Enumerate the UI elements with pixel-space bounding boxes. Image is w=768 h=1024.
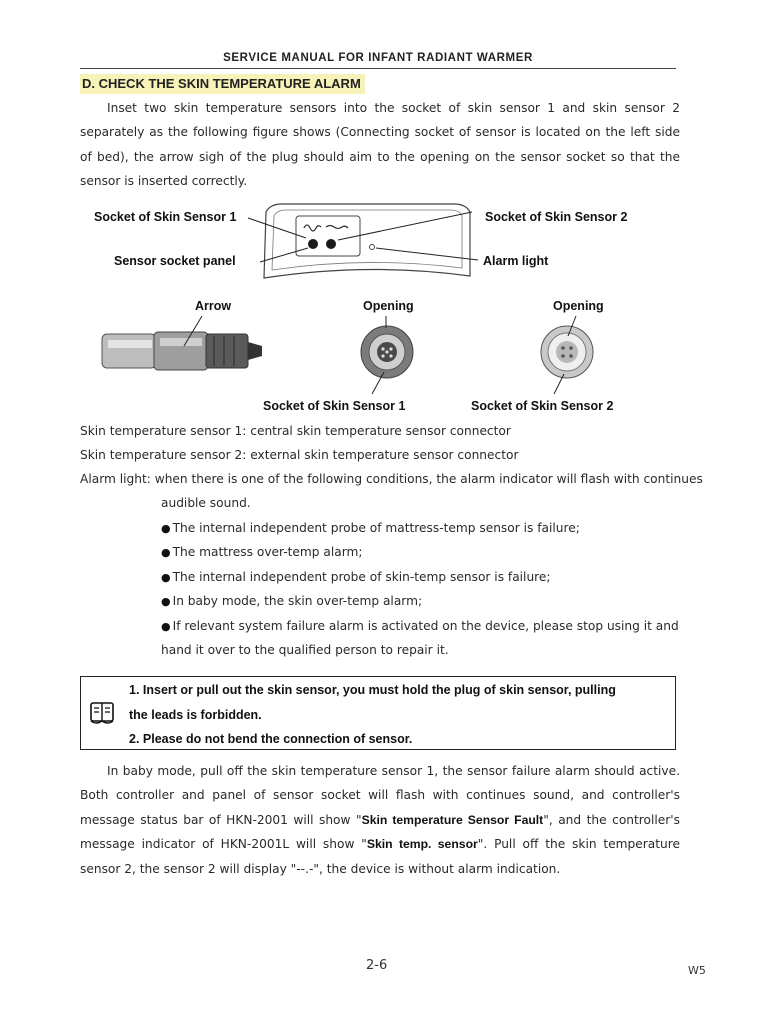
condition-item: ● In baby mode, the skin over-temp alarm; (161, 594, 422, 608)
label-socket-skin-sensor-2: Socket of Skin Sensor 2 (485, 210, 628, 224)
page-number: 2-6 (366, 958, 388, 973)
label-sensor-socket-panel: Sensor socket panel (114, 254, 236, 268)
label-socket-skin-sensor-1: Socket of Skin Sensor 1 (94, 210, 237, 224)
alarm-light-description: Alarm light: when there is one of the following conditions, the alarm indicator will flash with continues (80, 472, 703, 486)
socket-2-face-image (541, 326, 593, 378)
corner-code: W5 (688, 964, 706, 977)
note-line-2: the leads is forbidden. (129, 708, 262, 722)
label-socket-skin-sensor-1-bottom: Socket of Skin Sensor 1 (263, 399, 406, 413)
socket-1-dot (308, 239, 318, 249)
message-skin-temperature-sensor-fault: Skin temperature Sensor Fault (361, 812, 544, 827)
header-rule (80, 68, 676, 69)
label-arrow: Arrow (195, 299, 232, 313)
note-line-1: 1. Insert or pull out the skin sensor, you must hold the plug of skin sensor, pulling (129, 683, 616, 697)
sensor-2-description: Skin temperature sensor 2: external skin temperature sensor connector (80, 448, 519, 462)
sensor-plug-image (102, 332, 262, 370)
section-title: D. CHECK THE SKIN TEMPERATURE ALARM (80, 74, 365, 94)
label-opening-1: Opening (363, 299, 414, 313)
socket-2-dot (326, 239, 336, 249)
note-line-3: 2. Please do not bend the connection of sensor. (129, 732, 413, 746)
socket-recess (296, 216, 360, 256)
message-skin-temp-sensor: Skin temp. sensor (366, 837, 478, 852)
alarm-light-description-cont: audible sound. (161, 496, 251, 510)
sensor-1-description: Skin temperature sensor 1: central skin temperature sensor connector (80, 424, 511, 438)
condition-item: ● The internal independent probe of mattress-temp sensor is failure; (161, 521, 580, 535)
baby-mode-paragraph: In baby mode, pull off the skin temperature sensor 1, the sensor failure alarm should active. Both controller and panel of sensor socket will flash with continues sound, and controller's message status bar of HKN-2001 will show "Skin temperature Sensor Fault", and the controller's message indicator of HKN-2001L will show "Skin temp. sensor". Pull off the skin temperature sensor 2, the sensor 2 will display "--.-", the device is without alarm indication. (80, 764, 681, 876)
condition-item: ● The internal independent probe of skin-temp sensor is failure; (161, 570, 551, 584)
condition-item-cont: hand it over to the qualified person to repair it. (161, 643, 449, 657)
caution-note-box (80, 676, 676, 750)
condition-item: ● If relevant system failure alarm is activated on the device, please stop using it and (161, 619, 679, 633)
page-header: SERVICE MANUAL FOR INFANT RADIANT WARMER (223, 52, 533, 64)
intro-paragraph: Inset two skin temperature sensors into the socket of skin sensor 1 and skin sensor 2 separately as the following figure shows (Connecting socket of sensor is located on the left side of bed), the arrow sigh of the plug should aim to the opening on the sensor socket so that the sensor is inserted correctly. (80, 101, 680, 189)
label-alarm-light: Alarm light (483, 254, 549, 268)
label-socket-skin-sensor-2-bottom: Socket of Skin Sensor 2 (471, 399, 614, 413)
socket-1-face-image (361, 326, 413, 378)
manual-book-icon (88, 699, 116, 727)
condition-item: ● The mattress over-temp alarm; (161, 545, 363, 559)
label-opening-2: Opening (553, 299, 604, 313)
